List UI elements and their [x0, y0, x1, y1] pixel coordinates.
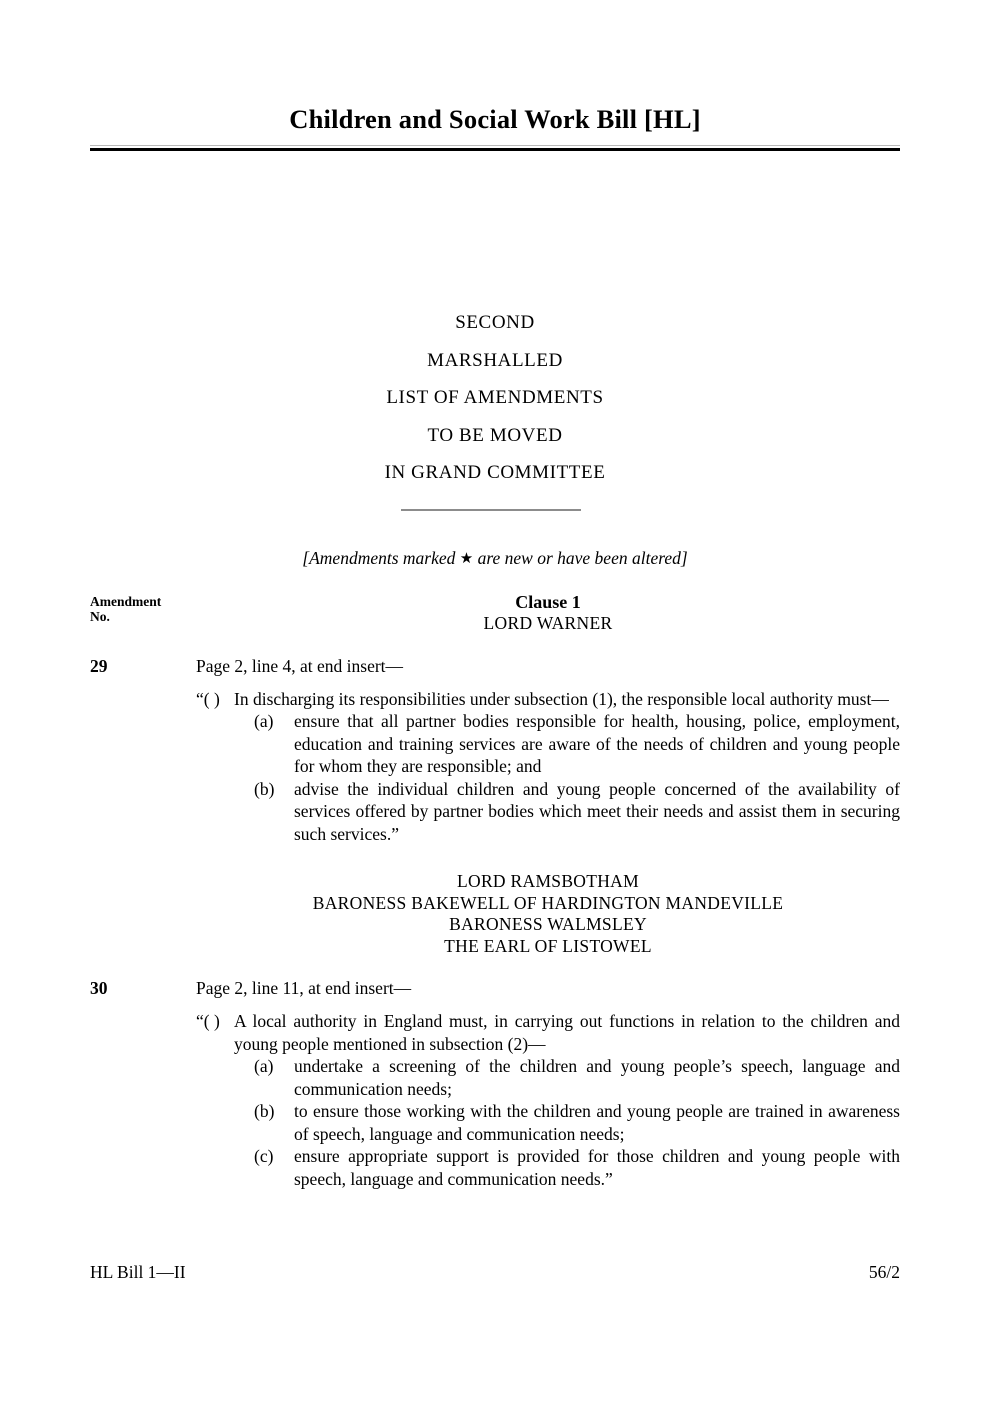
- sub-item-text: undertake a screening of the children and young people’s speech, language and communication needs;: [294, 1056, 900, 1099]
- sub-item-text: ensure that all partner bodies responsible for health, housing, police, employment, education and training services are aware of the needs of children and young people for whom they are responsible; and: [294, 711, 900, 776]
- list-heading-block: [90, 304, 900, 492]
- sub-item: [254, 1055, 900, 1100]
- heading-line-2: MARSHALLED: [427, 349, 563, 371]
- sub-item-text: advise the individual children and young people concerned of the availability of services offered by partner bodies which meet their needs and assist them in securing such services.”: [294, 778, 900, 844]
- heading-line-4: TO BE MOVED: [427, 424, 563, 446]
- quote-intro-text: A local authority in England must, in carrying out functions in relation to the children and young people mentioned in subsection (2)—: [234, 1011, 900, 1054]
- sub-item-text: to ensure those working with the children and young people are trained in awareness of speech, language and communication needs;: [294, 1101, 900, 1144]
- clause-heading: Clause 1: [515, 592, 581, 612]
- quote-intro-text: In discharging its responsibilities under subsection (1), the responsible local authority must—: [234, 688, 889, 709]
- note-suffix: are new or have been altered]: [473, 548, 688, 568]
- quote-marker: “( ): [196, 688, 220, 709]
- page-footer: [90, 1262, 900, 1283]
- title-divider: [90, 145, 900, 151]
- sub-item: [254, 1100, 900, 1145]
- quote-intro-item: [196, 1010, 900, 1055]
- sub-item-text: ensure appropriate support is provided for those children and young people with speech, language and communication needs.”: [294, 1146, 900, 1189]
- amendment-lead-in: Page 2, line 11, at end insert—: [196, 978, 412, 998]
- amendment-30-quote: [196, 1010, 900, 1190]
- heading-line-5: IN GRAND COMMITTEE: [384, 462, 606, 483]
- sub-item-marker: (a): [254, 1056, 274, 1076]
- amendment-29-sub-list: [196, 710, 900, 845]
- sponsor-line: BARONESS WALMSLEY: [449, 914, 647, 934]
- amendment-no-label-line1: Amendment: [90, 594, 162, 609]
- amendment-row-29: [90, 656, 900, 677]
- sub-item-marker: (c): [254, 1146, 274, 1166]
- sub-item-marker: (b): [254, 1101, 275, 1121]
- sub-item: [254, 778, 900, 846]
- amendment-row-30: [90, 978, 900, 999]
- sub-item: [254, 1145, 900, 1190]
- heading-short-divider: [401, 509, 581, 511]
- sub-item-marker: (b): [254, 778, 275, 799]
- quote-marker: “( ): [196, 1011, 220, 1031]
- sponsor-line: BARONESS BAKEWELL OF HARDINGTON MANDEVILLE: [312, 892, 784, 913]
- title-divider-thick-line: [90, 148, 900, 151]
- amendment-no-label-line2: No.: [90, 609, 110, 624]
- note-prefix: [Amendments marked: [302, 548, 460, 568]
- amendment-number: 29: [90, 655, 108, 676]
- star-icon: ★: [459, 551, 474, 567]
- sponsor-line: THE EARL OF LISTOWEL: [444, 935, 652, 956]
- sponsor-line: LORD RAMSBOTHAM: [457, 871, 639, 891]
- footer-page-number: 56/2: [868, 1262, 900, 1282]
- amendment-29-quote: [196, 688, 900, 846]
- sub-item: [254, 710, 900, 778]
- amendment-lead-in: Page 2, line 4, at end insert—: [196, 655, 404, 676]
- footer-bill-reference: HL Bill 1—II: [90, 1262, 186, 1282]
- sponsor-line: LORD WARNER: [483, 613, 613, 633]
- amendment-30-sub-list: [196, 1055, 900, 1190]
- heading-line-1: SECOND: [455, 312, 535, 333]
- page-title: Children and Social Work Bill [HL]: [289, 104, 701, 134]
- heading-line-3: LIST OF AMENDMENTS: [386, 387, 604, 408]
- amendments-body: [90, 592, 900, 1190]
- amendments-marked-note: [90, 548, 900, 569]
- quote-intro-item: [196, 688, 900, 711]
- sponsor-group-30: [90, 871, 900, 957]
- amendment-number: 30: [90, 978, 108, 998]
- sub-item-marker: (a): [254, 711, 274, 731]
